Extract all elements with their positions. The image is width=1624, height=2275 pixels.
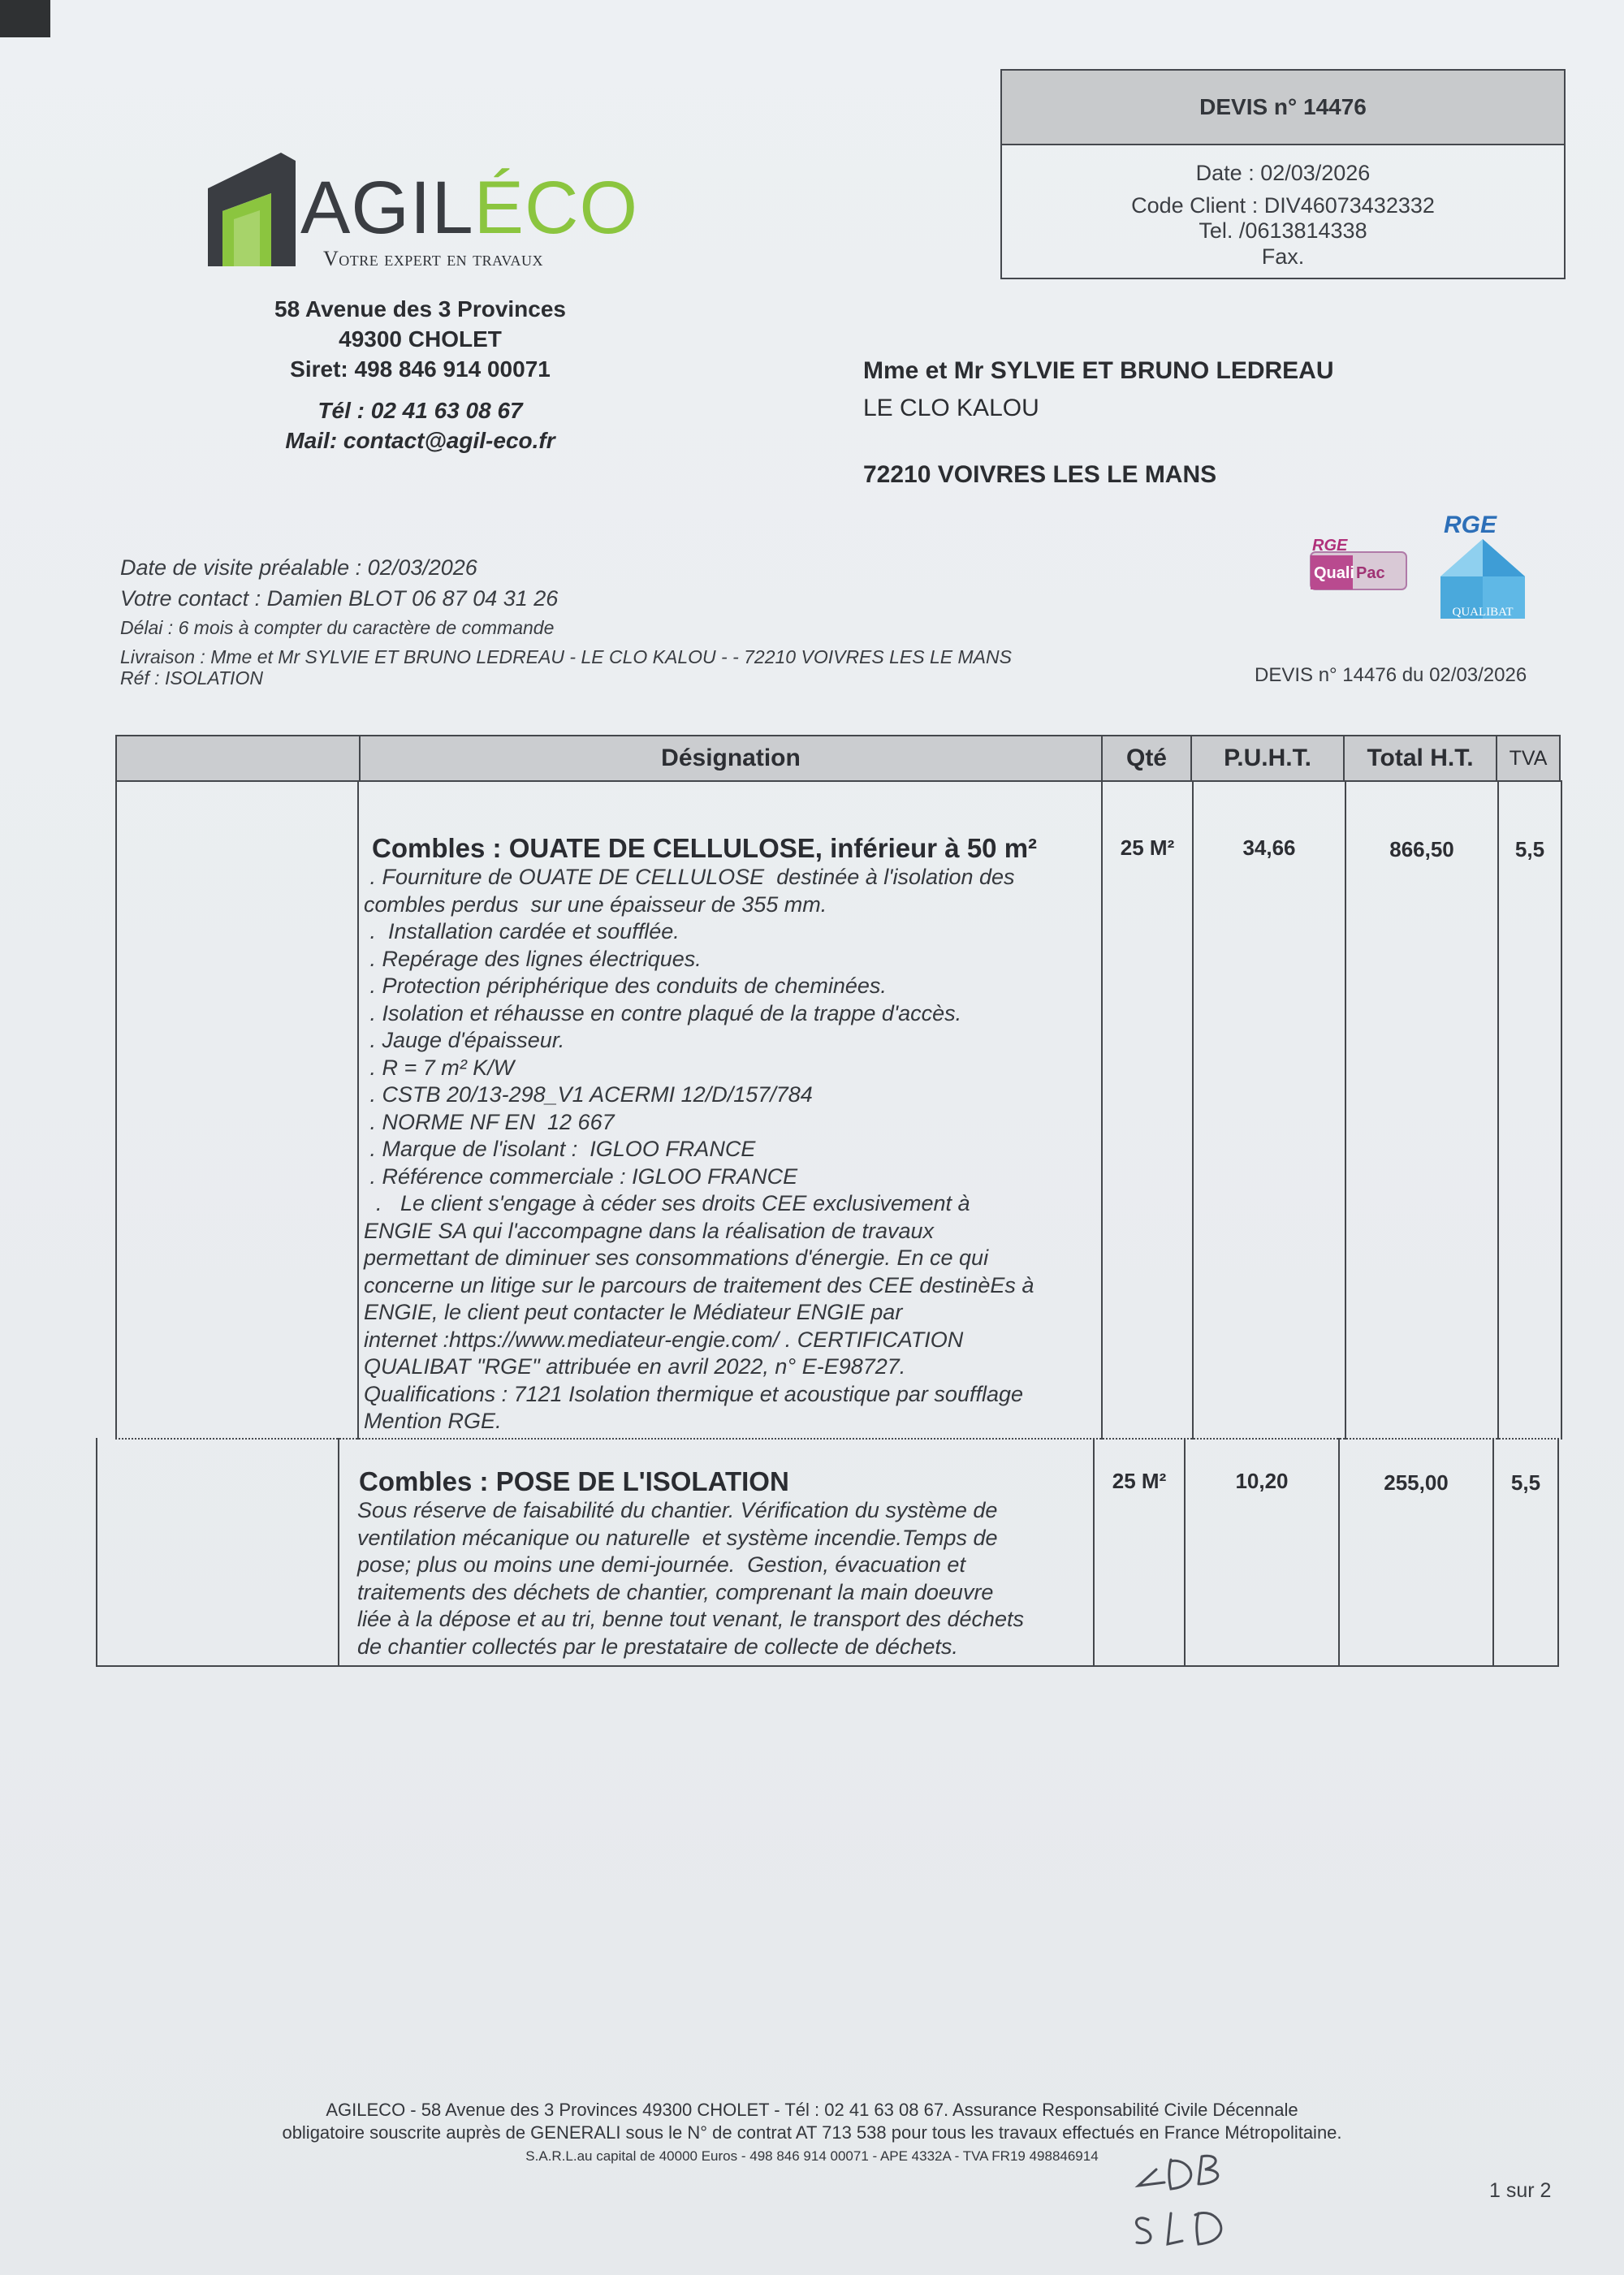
rge-qualibat-logo: [1437, 512, 1528, 625]
quote-info: [120, 552, 1012, 689]
description-line: ENGIE SA qui l'accompagne dans la réalisation de travaux: [364, 1218, 935, 1243]
description-line: concerne un litige sur le parcours de traitement des CEE destinèEs à: [364, 1272, 1034, 1297]
row1-col-divider-ext: [1101, 1360, 1103, 1440]
row1-col-divider: [1497, 780, 1499, 1362]
delivery-address: Livraison : Mme et Mr SYLVIE ET BRUNO LEDREAU - LE CLO KALOU - - 72210 VOIVRES LES LE MANS: [120, 646, 1012, 667]
description-line: . Isolation et réhausse en contre plaqué de la trappe d'accès.: [364, 1000, 962, 1025]
footer-line-3: S.A.R.L.au capital de 40000 Euros - 498 846 914 00071 - APE 4332A - TVA FR19 498846914: [525, 2148, 1099, 2164]
description-line: . Repérage des lignes électriques.: [364, 946, 702, 971]
row1-right-border-ext: [1561, 1360, 1562, 1440]
row1-qty: 25 M²: [1120, 835, 1175, 860]
devis-tel: Tel. /0613814338: [1199, 218, 1367, 243]
header-total: Total H.T.: [1343, 736, 1496, 780]
company-details: [203, 294, 637, 455]
description-line: . CSTB 20/13-298_V1 ACERMI 12/D/157/784: [364, 1082, 813, 1107]
row1-right-border: [1561, 780, 1562, 1362]
row1-title: Combles : OUATE DE CELLULOSE, inférieur à 50 m²: [372, 833, 1038, 863]
description-line: permettant de diminuer ses consommations d'énergie. En ce qui: [364, 1245, 989, 1270]
devis-reference: DEVIS n° 14476 du 02/03/2026: [1255, 664, 1527, 686]
header-qty: Qté: [1101, 736, 1190, 780]
row1-col-divider-ext: [357, 1360, 359, 1440]
description-line: . NORME NF EN 12 667: [364, 1109, 615, 1134]
logo-wordmark: AGILÉCO: [300, 166, 639, 249]
client-city: 72210 VOIVRES LES LE MANS: [863, 461, 1217, 488]
rge-qualibat-top-text: RGE: [1444, 512, 1497, 538]
row2-total: 255,00: [1384, 1470, 1449, 1495]
visit-date: Date de visite préalable : 02/03/2026: [120, 555, 477, 580]
devis-code-client: Code Client : DIV46073432332: [1131, 193, 1435, 218]
row2-left-border: [96, 1438, 97, 1667]
company-mail: Mail: contact@agil-eco.fr: [285, 428, 555, 453]
devis-fax: Fax.: [1261, 244, 1305, 269]
header-puht: P.U.H.T.: [1190, 736, 1343, 780]
client-address: [863, 352, 1334, 494]
row2-right-border: [1557, 1438, 1559, 1667]
table-bottom-border: [96, 1665, 1559, 1667]
description-line: de chantier collectés par le prestataire de collecte de déchets.: [357, 1634, 958, 1659]
row1-col-divider: [1345, 780, 1346, 1362]
row1-tva: 5,5: [1514, 837, 1545, 861]
devis-details: [1002, 145, 1564, 270]
description-line: . Protection périphérique des conduits de cheminées.: [364, 973, 887, 998]
reference: Réf : ISOLATION: [120, 667, 263, 689]
company-city: 49300 CHOLET: [339, 326, 502, 352]
contact-person: Votre contact : Damien BLOT 06 87 04 31 26: [120, 586, 559, 611]
footer-line-1: AGILECO - 58 Avenue des 3 Provinces 49300 CHOLET - Tél : 02 41 63 08 67. Assurance Responsabilité Civile Décennale: [326, 2100, 1298, 2120]
rge-qualipac-quali-text: Quali: [1314, 564, 1355, 582]
row1-col-divider-ext: [1192, 1360, 1194, 1440]
row1-description: [364, 864, 1034, 1435]
rge-qualibat-bottom-text: QUALIBAT: [1452, 606, 1514, 619]
row1-col-divider-ext: [1345, 1360, 1346, 1440]
description-line: QUALIBAT "RGE" attribuée en avril 2022, n° E-E98727.: [364, 1354, 906, 1379]
client-name: Mme et Mr SYLVIE ET BRUNO LEDREAU: [863, 357, 1334, 384]
footer-line-2: obligatoire souscrite auprès de GENERALI sous le N° de contrat AT 713 538 pour tous les travaux effectués en France Métropolitaine.: [282, 2122, 1342, 2143]
row1-col-divider: [357, 780, 359, 1362]
description-line: ENGIE, le client peut contacter le Médiateur ENGIE par: [364, 1300, 903, 1324]
row2-col-divider: [338, 1438, 339, 1667]
row1-puht: 34,66: [1242, 835, 1296, 860]
devis-title: DEVIS n° 14476: [1002, 71, 1564, 145]
row2-puht: 10,20: [1235, 1469, 1289, 1493]
description-line: liée à la dépose et au tri, benne tout venant, le transport des déchets: [357, 1607, 1025, 1631]
description-line: pose; plus ou moins une demi-journée. Gestion, évacuation et: [357, 1552, 965, 1577]
handwritten-initials-signature: [1121, 2135, 1283, 2265]
row1-left-border: [115, 780, 117, 1362]
quote-table: [96, 735, 1562, 1667]
devis-date: Date : 02/03/2026: [1195, 161, 1371, 185]
description-line: . Référence commerciale : IGLOO FRANCE: [364, 1163, 798, 1189]
company-siret: Siret: 498 846 914 00071: [290, 356, 551, 382]
header-tva: TVA: [1496, 736, 1559, 780]
description-line: Qualifications : 7121 Isolation thermique et acoustique par soufflage: [364, 1381, 1024, 1406]
description-line: . Fourniture de OUATE DE CELLULOSE destinée à l'isolation des: [364, 865, 1015, 889]
row2-description: [357, 1497, 1024, 1660]
description-line: . Le client s'engage à céder ses droits CEE exclusivement à: [364, 1191, 970, 1215]
row1-col-divider: [1101, 780, 1103, 1362]
rge-qualipac-pac-text: Pac: [1356, 564, 1385, 582]
logo-tagline: Votre expert en travaux: [323, 247, 544, 270]
description-line: combles perdus sur une épaisseur de 355 mm.: [364, 891, 827, 917]
header-blank: [117, 736, 359, 780]
company-logo: [203, 146, 658, 284]
row1-total: 866,50: [1389, 837, 1454, 861]
row2-qty: 25 M²: [1112, 1469, 1167, 1493]
description-line: . Jauge d'épaisseur.: [364, 1028, 565, 1052]
table-header: [115, 735, 1561, 782]
page-number: 1 sur 2: [1489, 2179, 1552, 2202]
client-street: LE CLO KALOU: [863, 395, 1039, 421]
description-line: ventilation mécanique ou naturelle et système incendie.Temps de: [357, 1525, 998, 1550]
devis-box: [1000, 69, 1566, 279]
row1-col-divider-ext: [1497, 1360, 1499, 1440]
row1-col-divider: [1192, 780, 1194, 1362]
house-logo-icon: [203, 146, 300, 268]
description-line: . Installation cardée et soufflée.: [364, 919, 680, 943]
company-phone: Tél : 02 41 63 08 67: [317, 398, 523, 423]
delay: Délai : 6 mois à compter du caractère de commande: [120, 617, 555, 638]
description-line: Sous réserve de faisabilité du chantier. Vérification du système de: [357, 1498, 998, 1522]
rge-qualipac-logo: [1309, 536, 1408, 593]
row2-tva: 5,5: [1510, 1470, 1541, 1495]
header-designation: Désignation: [359, 736, 1101, 780]
row2-title: Combles : POSE DE L'ISOLATION: [359, 1466, 789, 1496]
description-line: . Marque de l'isolant : IGLOO FRANCE: [364, 1137, 756, 1161]
rge-qualipac-top-text: RGE: [1312, 537, 1348, 555]
description-line: Mention RGE.: [364, 1409, 502, 1433]
scan-corner-shadow: [0, 0, 50, 37]
description-line: internet :https://www.mediateur-engie.com/ . CERTIFICATION: [364, 1327, 964, 1352]
description-line: . R = 7 m² K/W: [364, 1055, 515, 1080]
company-address: 58 Avenue des 3 Provinces: [274, 296, 566, 322]
description-line: traitements des déchets de chantier, comprenant la main doeuvre: [357, 1579, 994, 1604]
row1-left-border-ext: [115, 1360, 117, 1440]
